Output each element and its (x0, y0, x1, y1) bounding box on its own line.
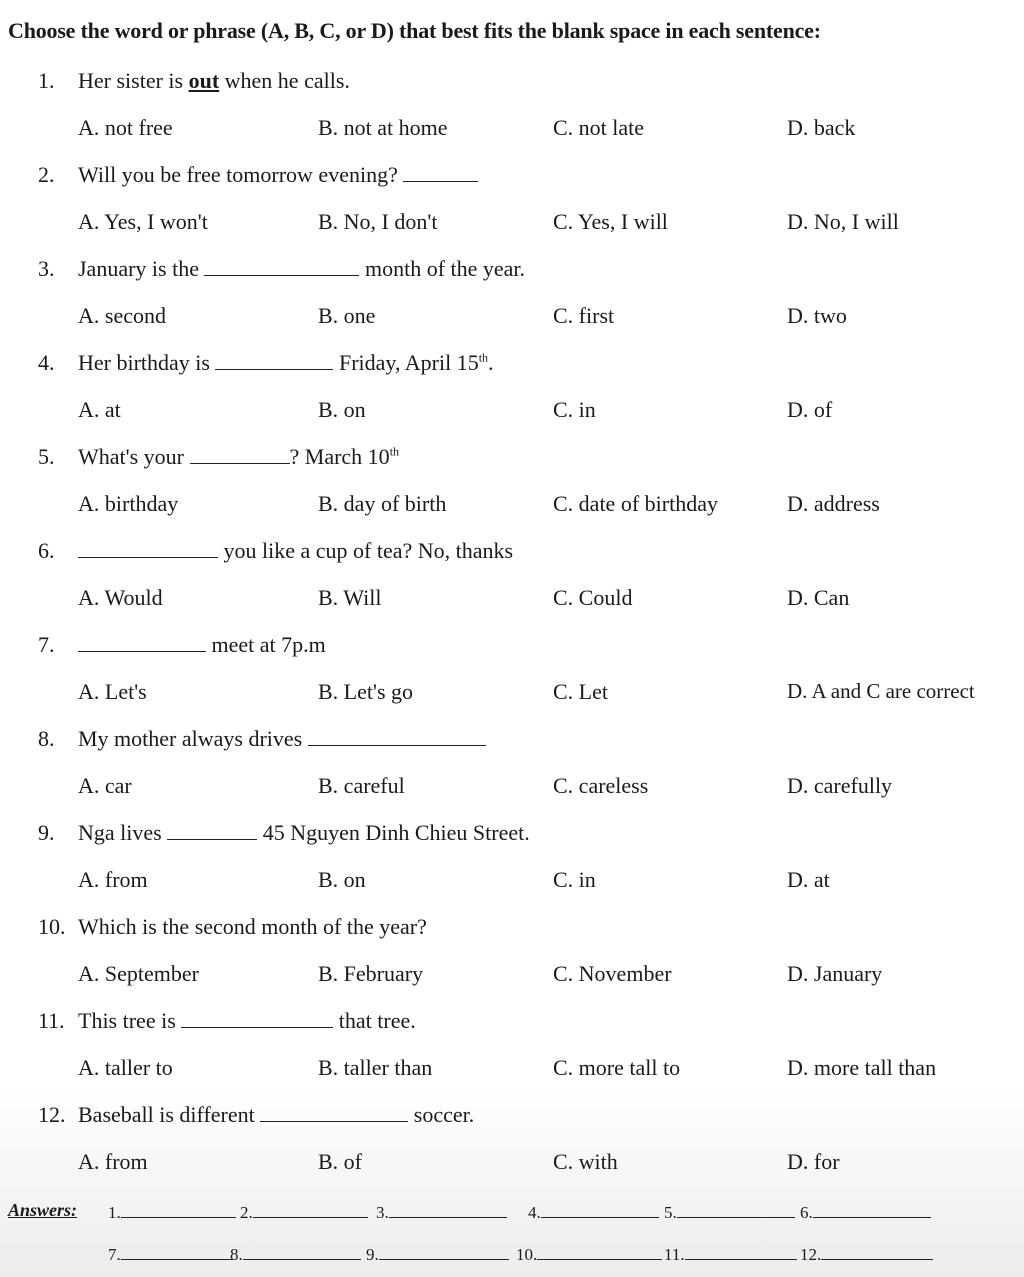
answer-blank (308, 727, 486, 746)
question-number: 10. (38, 914, 66, 939)
option-a: A. from (78, 867, 148, 892)
question-3 (38, 256, 525, 282)
answer-line (541, 1203, 659, 1218)
answer-line (537, 1245, 662, 1260)
option-b: B. day of birth (318, 491, 447, 516)
question-5 (38, 444, 399, 470)
option-b: B. taller than (318, 1055, 433, 1080)
option-a: A. not free (78, 115, 173, 140)
question-text-end: 45 Nguyen Dinh Chieu Street. (257, 820, 530, 845)
option-c: C. Yes, I will (553, 209, 668, 234)
question-text-end: Friday, April 15 (333, 350, 479, 375)
option-d: D. of (787, 397, 833, 422)
answer-number: 8. (230, 1245, 243, 1264)
question-text: Will you be free tomorrow evening? (78, 162, 404, 187)
answer-slot-8 (230, 1245, 361, 1265)
answer-line (121, 1245, 233, 1260)
answer-blank (215, 351, 333, 370)
option-d: D. A and C are correct (787, 679, 975, 703)
option-d: D. No, I will (787, 209, 899, 234)
question-number: 3. (38, 256, 55, 281)
answer-blank (78, 539, 218, 558)
option-b: B. No, I don't (318, 209, 438, 234)
question-number: 11. (38, 1008, 65, 1033)
question-text-end: that tree. (333, 1008, 416, 1033)
emphasized-word: out (188, 68, 220, 93)
answer-slot-3 (376, 1203, 507, 1223)
question-text: This tree is (78, 1008, 182, 1033)
option-b: B. Will (318, 585, 382, 610)
answer-number: 7. (108, 1245, 121, 1264)
option-b: B. on (318, 397, 366, 422)
question-number: 9. (38, 820, 55, 845)
question-12 (38, 1102, 474, 1128)
option-a: A. from (78, 1149, 148, 1174)
option-a: A. Yes, I won't (78, 209, 208, 234)
answers-label: Answers: (8, 1200, 78, 1220)
option-c: C. in (553, 397, 596, 422)
answer-number: 4. (528, 1203, 541, 1222)
answer-number: 10. (516, 1245, 538, 1264)
option-c: C. November (553, 961, 672, 986)
option-a: A. at (78, 397, 121, 422)
answer-number: 2. (240, 1203, 253, 1222)
option-d: D. Can (787, 585, 850, 610)
question-number: 6. (38, 538, 55, 563)
answer-number: 6. (800, 1203, 813, 1222)
answer-line (121, 1203, 236, 1218)
answer-slot-11 (664, 1245, 797, 1265)
answer-blank (181, 1009, 333, 1028)
option-c: C. in (553, 867, 596, 892)
question-11 (38, 1008, 416, 1034)
answer-line (253, 1203, 368, 1218)
answer-line (677, 1203, 795, 1218)
answer-blank (78, 633, 206, 652)
question-9 (38, 820, 530, 846)
question-1 (38, 68, 350, 94)
option-c: C. first (553, 303, 615, 328)
ordinal-suffix: th (478, 350, 489, 365)
question-4 (38, 350, 494, 376)
answer-slot-7 (108, 1245, 233, 1265)
answer-number: 12. (800, 1245, 822, 1264)
question-text-tail: . (488, 350, 494, 375)
answer-slot-6 (800, 1203, 931, 1223)
question-number: 12. (38, 1102, 66, 1127)
answer-slot-2 (240, 1203, 368, 1223)
question-text: Her sister is (78, 68, 189, 93)
answer-number: 9. (366, 1245, 379, 1264)
question-text: What's your (78, 444, 190, 469)
answer-line (813, 1203, 931, 1218)
answer-line (379, 1245, 509, 1260)
answer-slot-5 (664, 1203, 795, 1223)
answer-slot-12 (800, 1245, 933, 1265)
option-c: C. careless (553, 773, 649, 798)
answer-blank (403, 163, 478, 182)
question-text-end: when he calls. (219, 68, 350, 93)
option-a: A. September (78, 961, 199, 986)
option-a: A. birthday (78, 491, 179, 516)
answer-slot-10 (516, 1245, 662, 1265)
question-number: 2. (38, 162, 55, 187)
option-a: A. Let's (78, 679, 147, 704)
question-text: January is the (78, 256, 205, 281)
answer-line (821, 1245, 933, 1260)
answer-line (243, 1245, 361, 1260)
question-text: Her birthday is (78, 350, 216, 375)
question-number: 7. (38, 632, 55, 657)
answer-slot-9 (366, 1245, 509, 1265)
question-8 (38, 726, 486, 752)
question-text-end: meet at 7p.m (206, 632, 326, 657)
option-c: C. with (553, 1149, 618, 1174)
question-6 (38, 538, 513, 564)
option-c: C. date of birthday (553, 491, 718, 516)
answer-slot-1 (108, 1203, 236, 1223)
option-b: B. on (318, 867, 366, 892)
option-d: D. at (787, 867, 830, 892)
answer-number: 11. (664, 1245, 685, 1264)
question-number: 5. (38, 444, 55, 469)
answer-blank (204, 257, 359, 276)
question-text-end: you like a cup of tea? No, thanks (218, 538, 514, 563)
question-7 (38, 632, 326, 658)
option-b: B. February (318, 961, 424, 986)
option-d: D. two (787, 303, 847, 328)
option-b: B. careful (318, 773, 405, 798)
option-b: B. of (318, 1149, 362, 1174)
option-b: B. one (318, 303, 376, 328)
answer-line (685, 1245, 797, 1260)
answer-number: 1. (108, 1203, 121, 1222)
question-text-end: ? March 10 (289, 444, 390, 469)
question-number: 4. (38, 350, 55, 375)
option-d: D. more tall than (787, 1055, 937, 1080)
option-a: A. car (78, 773, 132, 798)
option-d: D. address (787, 491, 880, 516)
option-d: D. back (787, 115, 856, 140)
question-number: 1. (38, 68, 55, 93)
answer-slot-4 (528, 1203, 659, 1223)
answer-number: 5. (664, 1203, 677, 1222)
option-a: A. Would (78, 585, 163, 610)
question-2 (38, 162, 478, 188)
option-c: C. more tall to (553, 1055, 681, 1080)
question-text: Nga lives (78, 820, 168, 845)
option-d: D. for (787, 1149, 840, 1174)
option-c: C. not late (553, 115, 645, 140)
answer-blank (167, 821, 257, 840)
option-d: D. January (787, 961, 883, 986)
option-d: D. carefully (787, 773, 893, 798)
option-a: A. taller to (78, 1055, 173, 1080)
option-a: A. second (78, 303, 166, 328)
question-text: Baseball is different (78, 1102, 261, 1127)
question-text: My mother always drives (78, 726, 308, 751)
option-b: B. Let's go (318, 679, 414, 704)
question-10 (38, 914, 427, 940)
answer-blank (190, 445, 290, 464)
answer-blank (260, 1103, 408, 1122)
question-text: Which is the second month of the year? (78, 914, 427, 939)
option-b: B. not at home (318, 115, 448, 140)
instructions-heading: Choose the word or phrase (A, B, C, or D) that best fits the blank space in each sentence: (8, 18, 821, 43)
answer-line (389, 1203, 507, 1218)
answer-number: 3. (376, 1203, 389, 1222)
option-c: C. Could (553, 585, 633, 610)
question-number: 8. (38, 726, 55, 751)
option-c: C. Let (553, 679, 608, 704)
question-text-end: soccer. (408, 1102, 475, 1127)
ordinal-suffix: th (389, 444, 400, 459)
question-text-end: month of the year. (359, 256, 526, 281)
